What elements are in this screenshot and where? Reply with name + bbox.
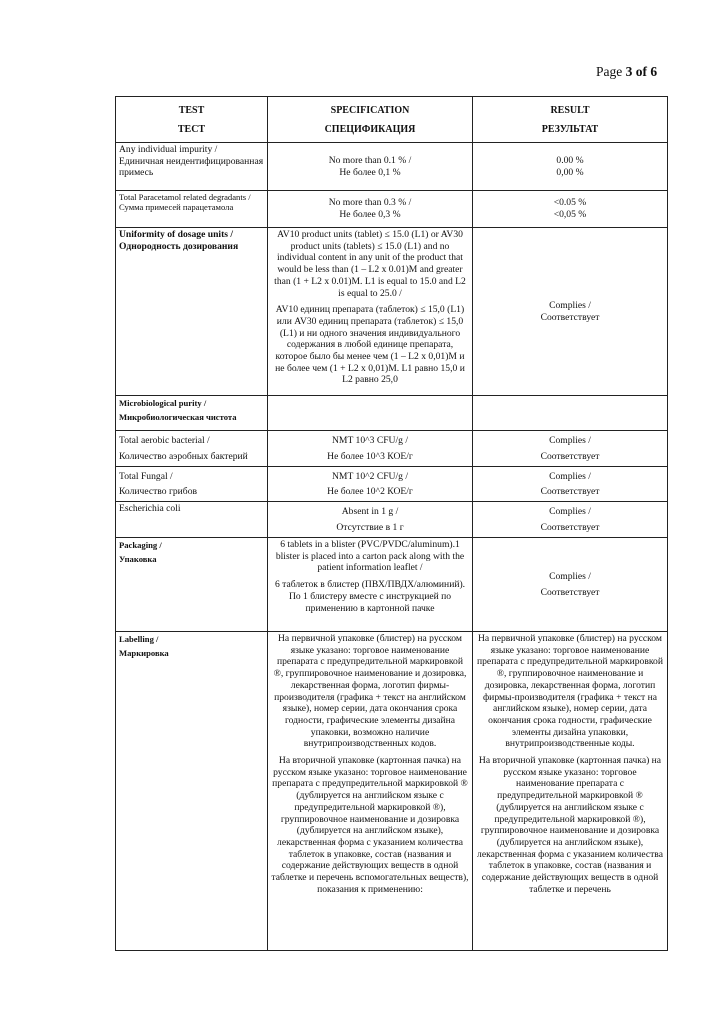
result-cell: Complies / Соответствует	[473, 228, 668, 396]
test-cell: Any individual impurity / Единичная неидентифицированная примесь	[116, 143, 268, 191]
test-cell: Total Fungal / Количество грибов	[116, 467, 268, 502]
result-cell: Complies / Соответствует	[473, 467, 668, 502]
spec-cell	[268, 396, 473, 431]
page-number: Page 3 of 6	[596, 64, 658, 79]
spec-cell: 6 tablets in a blister (PVC/PVDC/aluminum).1 blister is placed into a carton pack along with the patient information leaflet / 6 таблеток в блистер (ПВХ/ПВДХ/алюминий). По 1 блистеру вместе с инструкцией по применению в картонной пачке	[268, 538, 473, 632]
result-cell: Complies / Соответствует	[473, 538, 668, 632]
result-cell: На первичной упаковке (блистер) на русском языке указано: торговое наименование препарата с предупредительной маркировкой ®, группировочное наименование и дозировка, лекарственная форма, логотип фирмы-производителя (графика + текст на английском языке), номер серии, дата окончания срока годности, графические элементы дизайна упаковки, внутрипроизводственные коды. На вторичной упаковке (картонная пачка) на русском языке указано: торговое наименование препарата с предупредительной маркировкой ® (дублируется на английском языке с предупредительной маркировкой ®), группировочное наименование и дозировка (дублируется на английском языке), лекарственная форма с указанием количества таблеток в упаковке, состав (названия и содержание действующих веществ в одной таблетке и перечень	[473, 632, 668, 951]
result-cell: Complies / Соответствует	[473, 431, 668, 467]
test-cell: Total Paracetamol related degradants / Сумма примесей парацетамола	[116, 191, 268, 228]
test-cell: Total aerobic bacterial / Количество аэробных бактерий	[116, 431, 268, 467]
specification-table	[115, 96, 668, 951]
test-cell: Labelling / Маркировка	[116, 632, 268, 951]
test-cell: Escherichia coli	[116, 502, 268, 538]
table-row	[116, 228, 668, 396]
table-row	[116, 467, 668, 502]
result-cell: Complies / Соответствует	[473, 502, 668, 538]
spec-cell: NMT 10^3 CFU/g / Не более 10^3 КОЕ/г	[268, 431, 473, 467]
spec-cell: NMT 10^2 CFU/g / Не более 10^2 КОЕ/г	[268, 467, 473, 502]
result-cell: <0.05 % <0,05 %	[473, 191, 668, 228]
table-row	[116, 538, 668, 632]
spec-cell: На первичной упаковке (блистер) на русском языке указано: торговое наименование препарата с предупредительной маркировкой ®, группировочное наименование и дозировка, лекарственная форма, логотип фирмы-производителя (графика + текст на английском языке), номер серии, дата окончания срока годности, графические элементы дизайна упаковки, возможно наличие внутрипроизводственных кодов. На вторичной упаковке (картонная пачка) на русском языке указано: торговое наименование препарата с предупредительной маркировкой ® (дублируется на английском языке с предупредительной маркировкой ®), группировочное наименование и дозировка (дублируется на английском языке), лекарственная форма с указанием количества таблеток в упаковке, состав (названия и содержание действующих веществ в одной таблетке и перечень вспомогательных веществ), показания к применению:	[268, 632, 473, 951]
table-row	[116, 396, 668, 431]
header-specification: SPECIFICATION СПЕЦИФИКАЦИЯ	[268, 97, 473, 143]
table-row	[116, 431, 668, 467]
table-row	[116, 632, 668, 951]
section-title: Microbiological purity / Микробиологическая чистота	[116, 396, 268, 431]
table-header-row	[116, 97, 668, 143]
header-result: RESULT РЕЗУЛЬТАТ	[473, 97, 668, 143]
spec-cell: No more than 0.3 % / Не более 0,3 %	[268, 191, 473, 228]
spec-cell: No more than 0.1 % / Не более 0,1 %	[268, 143, 473, 191]
table-row	[116, 191, 668, 228]
table-row	[116, 502, 668, 538]
spec-cell: Absent in 1 g / Отсутствие в 1 г	[268, 502, 473, 538]
result-cell	[473, 396, 668, 431]
table-row	[116, 143, 668, 191]
test-cell: Uniformity of dosage units / Однородность дозирования	[116, 228, 268, 396]
spec-cell: AV10 product units (tablet) ≤ 15.0 (L1) or AV30 product units (tablets) ≤ 15.0 (L1) and no individual content in any unit of the product that would be less than (1 – L2 x 0.01)M and greater than (1 + L2 x 0.01)M. L1 is equal to 15.0 and L2 is equal to 25.0 / AV10 единиц препарата (таблеток) ≤ 15,0 (L1) или AV30 единиц препарата (таблеток) ≤ 15,0 (L1) и ни одного значения индивидуального содержания в любой единице препарата, которое было бы менее чем (1 – L2 x 0,01)M и не более чем (1 + L2 x 0,01)M. L1 равно 15,0 и L2 равно 25,0	[268, 228, 473, 396]
test-cell: Packaging / Упаковка	[116, 538, 268, 632]
result-cell: 0.00 % 0,00 %	[473, 143, 668, 191]
header-test: TEST ТЕСТ	[116, 97, 268, 143]
